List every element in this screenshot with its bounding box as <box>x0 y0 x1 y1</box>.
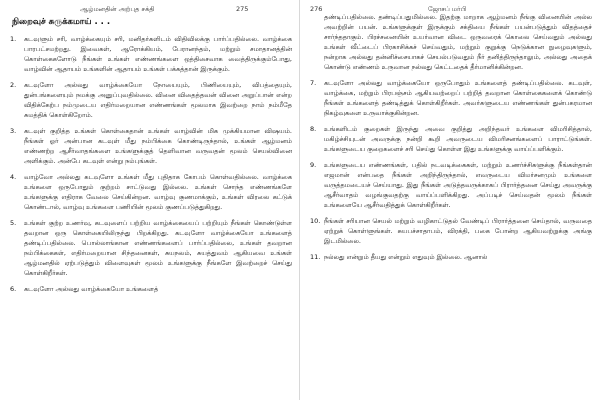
item-number: 10. <box>310 217 321 225</box>
left-running-head: ஆழ்மனதின் அற்புத சக்தி <box>80 5 155 13</box>
item-text: நல்லது என்றும் தீயது என்றும் எதுவும் இல்லை. ஆனால் <box>324 253 488 261</box>
list-item <box>10 218 292 278</box>
list-item <box>310 216 592 246</box>
item-number <box>310 12 324 72</box>
left-page-number: 275 <box>236 5 249 13</box>
item-text: வாழ்வோ அல்லது கடவுளோ உங்கள் மீது புதிதாக கோபம் கொள்வதில்லை. வாழ்க்கை உங்களை ஒருபோதும் குற்றம் சாட்டுவது இல்லை. உங்கள் சொந்த எண்ணங்களே உங்களுக்கு எதிராக வேலை செய்கின்றன. வாழ்வு குணமாக்கும், உங்கள் விரலை கட்டுக் கொண்டால், வாழ்வு உங்களை பணியின் மூலம் குணப்படுத்துகிறது. <box>24 173 292 211</box>
item-text: தண்டிப்பதில்லை. தண்டிப்பதுமில்லை. இதற்கு மாறாக ஆழ்மனம் நீங்கு வினையின் அல்ல அவற்றின் பயன். உங்களுக்குள் இருக்கும் சக்தியை நீங்கள் பயன்படுத்தும் விதத்தைச் சார்ந்ததாகும். பிரச்சனையின் உயர்வான விடை ஒருவரைக் கொலை செய்வதும் அல்லது உங்கள் வீட்டைப் பிரகாசிக்கச் செய்வதும், மற்றும் குறுக்கு நெடுக்கான நுழைவுகளும், நன்றாக அல்லது தன்னிச்சையாகச் செயல்படுவதும் நீர் தனித்திருந்தாலும், அல்லது அதைக் கொண்டு எண்ணம் உருவான நல்லது கெட்டதைக் தீர்மானிக்கின்றன. <box>324 13 592 71</box>
item-number: 3. <box>10 127 17 135</box>
list-item <box>310 12 592 72</box>
list-item <box>310 160 592 210</box>
list-item <box>10 34 292 74</box>
right-page <box>300 0 600 400</box>
list-item <box>310 78 592 118</box>
item-text: உங்கள் குற்ற உணர்வு, கடவுளைப் பற்றிய வாழ்க்கையைப் பற்றியும் நீங்கள் கொண்டுள்ள தவறான ஒரு கொள்கையிலிருந்து பிறக்கிறது. கடவுளோ வாழ்க்கையோ உங்களைத் தண்டிப்பதில்லை. பொல்லாங்கான எண்ணங்களைப் பார்ப்பதில்லை, உங்கள் தவறான நம்பிக்கைகள், எதிர்மறையான சிந்தனைகள், சுயநலம், சுயத்துவம் ஆகியவை உங்கள் ஆழ்மனதில் ஏற்படுத்தும் விளைவுகள் மூலம் உங்களுக்கு நீங்களே இவற்றைச் செய்து கொள்கிறீர்கள். <box>24 219 292 277</box>
item-text: உங்களிடம் குறைகள் இருந்து அவை குறித்து அறிந்தவர் உங்களை விமரிசித்தால், மகிழ்ச்சியுடன் அவருக்கு நன்றி கூறி அவருடைய விமரிசனங்களைப் பாராட்டுங்கள். உங்களுடைய குறைகளைச் சரி செய்து கொள்ள இது உங்களுக்கு வாய்ப்பளிக்கும். <box>324 125 592 153</box>
item-number: 8. <box>310 125 317 133</box>
list-item <box>10 172 292 212</box>
list-item <box>310 252 592 262</box>
item-text: கடவுளோ அல்லது வாழ்க்கையோ நோயையும், பிணியையும், விபத்தையும், துன்பங்களையும் நமக்கு அனுப்புவதில்லை. வினை விதைத்தவன் வினை அறுப்பான் என்ற விதிக்கேற்ப நம்முடைய எதிர்மறையான எண்ணங்கள் மூலமாக இவற்றை நாம் நம்மீதே சுமத்திக் கொள்கிறோம். <box>24 81 292 119</box>
item-text: உங்களுடைய எண்ணங்கள், பதில் நடவடிக்கைகள், மற்றும் உணர்ச்சிகளுக்கு நீங்கள்தான் எஜமான் என்பதை நீங்கள் அறிந்திருந்தால், எவருடைய விமர்சனமும் உங்களை வருத்தமடையச் செய்யாது. இது நீங்கள் அடுத்தவருக்காகப் பிரார்த்தனை செய்து அவருக்கு ஆசீர்வாதம் வழங்குவதற்கு வாய்ப்பளிக்கிறது. அப்படிச் செய்வதன் மூலம் நீங்கள் உங்களையே ஆசீர்வதித்துக் கொள்கிறீர்கள். <box>324 161 592 209</box>
item-number: 7. <box>310 79 317 87</box>
item-number: 6. <box>10 285 17 293</box>
list-item <box>10 126 292 166</box>
item-number: 4. <box>10 173 17 181</box>
item-text: நீங்கள் சரியான செயல் மற்றும் வழிகாட்டுதல் வேண்டிப் பிரார்த்தனை செய்தால், வருவதை ஏற்றுக் கொள்ளுங்கள். சுயபச்சாதாபம், விரக்தி, பகை போன்ற ஆகியவற்றுக்கு அங்கு இடமில்லை. <box>324 217 592 245</box>
item-text: கடவுளும் சரி, வாழ்க்கையும் சரி, மனிதர்களிடம் விதிவிலக்கு பார்ப்பதில்லை. வாழ்க்கை பாரபட்சமற்றது. இவைகள், ஆரோக்கியம், பேரானந்தம், மற்றும் சமாதானத்தின் கொள்கைகளோடு நீங்கள் உங்கள் எண்ணங்களை ஒத்திசைவாக வைத்திருக்கும்போது, வாழ்வின் ஆதாயம் உங்களின் ஆதாயம் உங்கள் பக்கத்தான் இருக்கும். <box>24 35 292 73</box>
item-number: 2. <box>10 81 17 89</box>
item-text: கடவுளோ அல்லது வாழ்க்கையோ ஒருபோதும் உங்களைத் தண்டிப்பதில்லை. கடவுள், வாழ்க்கை, மற்றும் பிரபஞ்சம் ஆகியவற்றைப் பற்றித் தவறான கொள்கைகளைக் கொண்டு நீங்கள் உங்களைத் தண்டித்துக் கொள்கிறீர்கள். அவர்களுடைய எண்ணங்கள் துன்பகரமான நிகழ்வுகளை உருவாக்குகின்றன. <box>324 79 592 117</box>
item-text: கடவுளோ அல்லது வாழ்க்கையோ உங்களைத் <box>24 285 159 293</box>
right-page-number: 276 <box>310 5 323 13</box>
list-item <box>310 124 592 154</box>
right-running-head: ஜோசப் மர்பி <box>428 5 467 13</box>
item-text: கடவுள் குறித்த உங்கள் கொள்கைதான் உங்கள் வாழ்வின் மிக முக்கியமான விஷயம். நீங்கள் ஓர் அன்பான கடவுள் மீது நம்பிக்கை கொண்டிருந்தால், உங்கள் ஆழ்மனம் எண்ணற்ற ஆசீர்வாதங்களை உங்களுக்குத் தெளிவான வருவதன் மூலம் செயல்வினை அளிக்கும். அன்பே கடவுள் என்று நம்புங்கள். <box>24 127 292 165</box>
list-item <box>10 80 292 120</box>
item-number: 11. <box>310 253 321 261</box>
left-item-list <box>10 34 292 300</box>
list-item <box>10 284 292 294</box>
right-item-list <box>310 12 592 268</box>
item-number: 5. <box>10 219 17 227</box>
item-number: 1. <box>10 35 17 43</box>
item-number: 9. <box>310 161 317 169</box>
section-title: நிறைவுச் சுருக்கமாய் . . . <box>12 17 111 27</box>
